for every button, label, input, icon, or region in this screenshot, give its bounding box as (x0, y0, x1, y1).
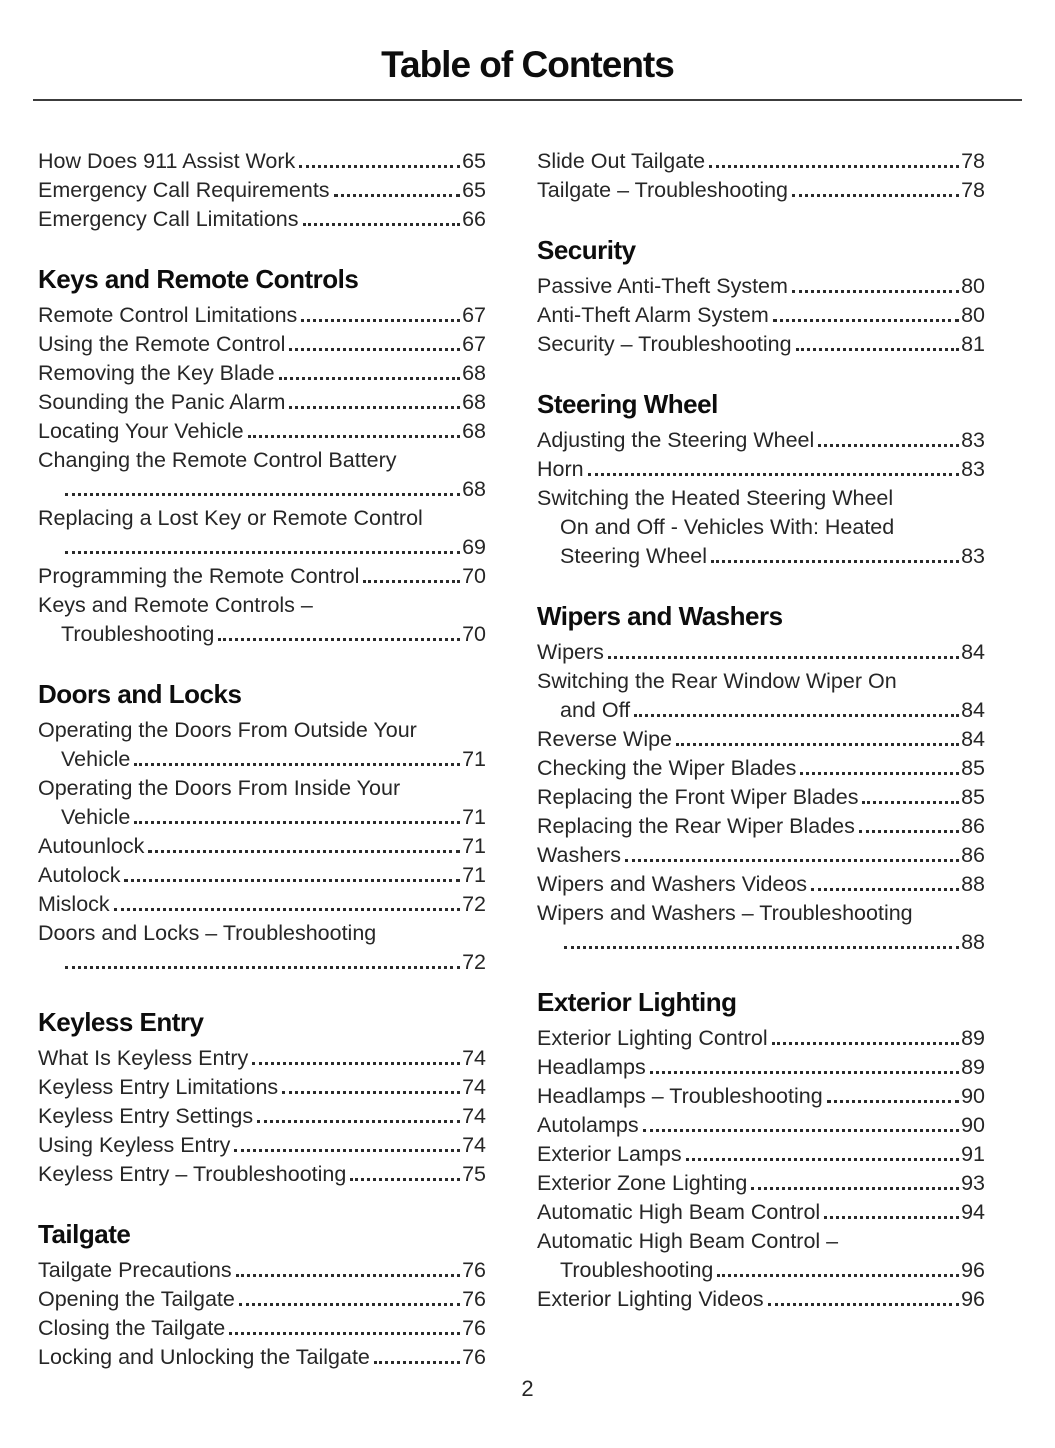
toc-entry-title: Horn (537, 457, 584, 481)
toc-entry-dots (862, 801, 959, 804)
toc-entry-dots (334, 194, 461, 197)
toc-entry-title: Washers (537, 843, 622, 867)
toc-entry-title: Programming the Remote Control (38, 564, 360, 588)
toc-entry-dots (350, 1178, 460, 1181)
toc-entry (38, 861, 486, 890)
toc-entry-page-number: 96 (961, 1287, 985, 1311)
toc-section (38, 1219, 486, 1372)
toc-entry-leader-row (537, 301, 985, 330)
toc-entry (38, 832, 486, 861)
toc-entry-page-number: 90 (961, 1113, 985, 1137)
toc-entry-leader-row (38, 205, 486, 234)
toc-entry (38, 919, 486, 977)
toc-entry-page-number: 90 (961, 1084, 985, 1108)
toc-entry-leader-row (38, 533, 486, 562)
toc-entry (38, 562, 486, 591)
toc-entry-title: Headlamps (537, 1055, 646, 1079)
toc-entry-title: Tailgate Precautions (38, 1258, 232, 1282)
toc-entry-page-number: 81 (961, 332, 985, 356)
toc-entry-leader-row (38, 620, 486, 649)
toc-section (38, 264, 486, 649)
toc-entry-leader-row (537, 542, 985, 571)
toc-entry-text-line: Automatic High Beam Control – (537, 1229, 839, 1253)
toc-entry-dots (796, 348, 960, 351)
section-heading: Keyless Entry (38, 1007, 204, 1037)
toc-entry-text-line: Doors and Locks – Troubleshooting (38, 921, 377, 945)
toc-entry-page-number: 74 (462, 1104, 486, 1128)
toc-entry-page-number: 85 (961, 756, 985, 780)
toc-entry (38, 388, 486, 417)
toc-entry-title: Exterior Lighting Control (537, 1026, 768, 1050)
toc-entry (537, 1169, 985, 1198)
toc-entry (537, 1140, 985, 1169)
toc-entry-leader-row (537, 1198, 985, 1227)
toc-entry-title: Locating Your Vehicle (38, 419, 244, 443)
toc-entry-leader-row (38, 1256, 486, 1285)
toc-entry-leader-row (38, 417, 486, 446)
toc-entry-title: Replacing the Front Wiper Blades (537, 785, 859, 809)
toc-entry (537, 1053, 985, 1082)
toc-entry-page-number: 70 (462, 622, 486, 646)
toc-entry-leader-row (537, 1053, 985, 1082)
toc-entry-page-number: 75 (462, 1162, 486, 1186)
toc-entry-title: Using the Remote Control (38, 332, 286, 356)
toc-entry-page-number: 74 (462, 1133, 486, 1157)
toc-entry-title: Sounding the Panic Alarm (38, 390, 286, 414)
toc-entry-page-number: 71 (462, 863, 486, 887)
toc-entry-dots (717, 1274, 959, 1277)
toc-entry-title: Remote Control Limitations (38, 303, 298, 327)
toc-entry-title: Checking the Wiper Blades (537, 756, 797, 780)
toc-section (38, 679, 486, 977)
toc-entry-page-number: 72 (462, 892, 486, 916)
toc-entry-title: Tailgate – Troubleshooting (537, 178, 789, 202)
toc-entry (38, 301, 486, 330)
toc-entry (537, 484, 985, 571)
toc-entry-leader-row (537, 1256, 985, 1285)
toc-entry (38, 1256, 486, 1285)
toc-entry (537, 725, 985, 754)
toc-section (537, 147, 985, 205)
toc-entry (537, 1198, 985, 1227)
toc-entry-title: Wipers and Washers Videos (537, 872, 808, 896)
toc-entry-leader-row (38, 948, 486, 977)
toc-entry-leader-row (38, 890, 486, 919)
toc-entry-dots (608, 656, 959, 659)
toc-entry-dots (374, 1361, 460, 1364)
toc-entry (38, 147, 486, 176)
toc-entry-title: Exterior Lamps (537, 1142, 682, 1166)
toc-entry (38, 1044, 486, 1073)
toc-entry-text-line: Wipers and Washers – Troubleshooting (537, 901, 913, 925)
toc-entry-page-number: 68 (462, 477, 486, 501)
toc-entry-dots (800, 772, 959, 775)
toc-entry (38, 330, 486, 359)
toc-entry-leader-row (38, 861, 486, 890)
toc-entry-page-number: 84 (961, 640, 985, 664)
toc-entry-title: Emergency Call Requirements (38, 178, 330, 202)
toc-entry-dots (282, 1091, 460, 1094)
toc-entry (537, 812, 985, 841)
toc-entry (537, 147, 985, 176)
toc-entry-text-line: Operating the Doors From Outside Your (38, 718, 417, 742)
toc-entry-title: Removing the Key Blade (38, 361, 275, 385)
toc-entry (537, 1285, 985, 1314)
toc-entry (537, 1111, 985, 1140)
toc-entry-dots (289, 348, 460, 351)
toc-entry-dots (824, 1216, 959, 1219)
toc-section (537, 601, 985, 957)
toc-entry-dots (124, 879, 460, 882)
toc-entry-dots (65, 966, 460, 969)
toc-entry-page-number: 89 (961, 1055, 985, 1079)
section-heading: Exterior Lighting (537, 987, 737, 1017)
toc-entry-dots (218, 638, 460, 641)
toc-entry-title: Vehicle (61, 747, 131, 771)
toc-entry-dots (792, 194, 959, 197)
section-heading: Security (537, 235, 636, 265)
toc-entry-dots (65, 551, 460, 554)
toc-entry-leader-row (537, 1111, 985, 1140)
toc-entry (537, 301, 985, 330)
section-heading: Steering Wheel (537, 389, 718, 419)
toc-entry (537, 783, 985, 812)
toc-entry-page-number: 76 (462, 1345, 486, 1369)
toc-entry-leader-row (38, 562, 486, 591)
toc-entry-page-number: 71 (462, 834, 486, 858)
toc-entry-title: Security – Troubleshooting (537, 332, 792, 356)
toc-entry-page-number: 88 (961, 930, 985, 954)
toc-entry-leader-row (38, 475, 486, 504)
toc-entry-page-number: 88 (961, 872, 985, 896)
toc-entry (38, 1160, 486, 1189)
toc-entry-dots (236, 1274, 460, 1277)
toc-entry-dots (234, 1149, 460, 1152)
toc-entry-leader-row (537, 870, 985, 899)
toc-entry-leader-row (537, 754, 985, 783)
toc-entry (38, 1073, 486, 1102)
toc-entry-dots (257, 1120, 460, 1123)
toc-entry-title: Exterior Zone Lighting (537, 1171, 748, 1195)
toc-entry-title: Slide Out Tailgate (537, 149, 706, 173)
toc-entry-leader-row (537, 696, 985, 725)
toc-entry-title: Headlamps – Troubleshooting (537, 1084, 823, 1108)
toc-entry-page-number: 83 (961, 457, 985, 481)
toc-entry-dots (114, 908, 460, 911)
page-number: 2 (521, 1376, 534, 1401)
toc-entry-dots (827, 1100, 959, 1103)
toc-entry-leader-row (38, 1102, 486, 1131)
toc-entry-dots (634, 714, 959, 717)
toc-entry (38, 446, 486, 504)
toc-entry-page-number: 89 (961, 1026, 985, 1050)
toc-entry-dots (686, 1158, 959, 1161)
toc-entry-dots (299, 165, 460, 168)
toc-entry (38, 1131, 486, 1160)
toc-entry (537, 330, 985, 359)
toc-entry-title: Troubleshooting (61, 622, 215, 646)
toc-entry-title: Autounlock (38, 834, 145, 858)
toc-entry (537, 638, 985, 667)
toc-entry-page-number: 65 (462, 149, 486, 173)
toc-entry-leader-row (537, 176, 985, 205)
toc-entry-leader-row (537, 812, 985, 841)
toc-entry-page-number: 71 (462, 747, 486, 771)
toc-entry-dots (229, 1332, 460, 1335)
toc-entry-title: Locking and Unlocking the Tailgate (38, 1345, 370, 1369)
toc-entry-title: Emergency Call Limitations (38, 207, 299, 231)
toc-entry (537, 1024, 985, 1053)
toc-entry (38, 1285, 486, 1314)
toc-entry-dots (564, 946, 959, 949)
toc-entry-dots (625, 859, 959, 862)
toc-entry-leader-row (38, 147, 486, 176)
toc-entry-leader-row (537, 455, 985, 484)
section-heading: Doors and Locks (38, 679, 242, 709)
toc-entry-dots (289, 406, 460, 409)
toc-entry-leader-row (537, 841, 985, 870)
toc-entry-page-number: 83 (961, 428, 985, 452)
toc-entry-leader-row (537, 1140, 985, 1169)
toc-entry-page-number: 94 (961, 1200, 985, 1224)
toc-entry-leader-row (38, 388, 486, 417)
toc-entry (537, 176, 985, 205)
toc-entry-dots (751, 1187, 959, 1190)
section-heading: Keys and Remote Controls (38, 264, 359, 294)
toc-entry-leader-row (38, 1131, 486, 1160)
toc-entry-page-number: 71 (462, 805, 486, 829)
toc-entry-page-number: 74 (462, 1075, 486, 1099)
toc-entry-page-number: 85 (961, 785, 985, 809)
toc-entry-dots (301, 319, 460, 322)
toc-entry-dots (650, 1071, 959, 1074)
toc-entry-dots (303, 223, 461, 226)
toc-entry-title: Wipers (537, 640, 604, 664)
toc-entry-text-line: Switching the Rear Window Wiper On (537, 669, 897, 693)
toc-column-1 (38, 147, 486, 1372)
toc-entry (537, 1227, 985, 1285)
toc-entry (537, 1082, 985, 1111)
toc-entry-dots (709, 165, 959, 168)
toc-entry-text-line: On and Off - Vehicles With: Heated (560, 515, 895, 539)
toc-entry (38, 205, 486, 234)
toc-entry-page-number: 76 (462, 1287, 486, 1311)
toc-entry (38, 890, 486, 919)
toc-entry (537, 841, 985, 870)
toc-entry (537, 426, 985, 455)
toc-entry-leader-row (537, 1082, 985, 1111)
toc-entry-page-number: 70 (462, 564, 486, 588)
toc-entry-text-line: Keys and Remote Controls – (38, 593, 313, 617)
toc-entry-text-line: Operating the Doors From Inside Your (38, 776, 401, 800)
toc-entry (38, 1314, 486, 1343)
toc-entry-dots (768, 1303, 959, 1306)
toc-entry-leader-row (537, 330, 985, 359)
toc-entry-dots (65, 493, 460, 496)
toc-entry-dots (134, 763, 460, 766)
toc-entry (38, 504, 486, 562)
toc-entry (38, 1102, 486, 1131)
toc-section (38, 1007, 486, 1189)
toc-entry-title: Vehicle (61, 805, 131, 829)
toc-entry-leader-row (38, 803, 486, 832)
page-title: Table of Contents (381, 44, 674, 85)
toc-section (537, 987, 985, 1314)
toc-section (38, 147, 486, 234)
toc-entry-page-number: 93 (961, 1171, 985, 1195)
toc-entry (38, 591, 486, 649)
toc-entry-page-number: 72 (462, 950, 486, 974)
toc-entry (537, 455, 985, 484)
toc-section (537, 389, 985, 571)
toc-entry-leader-row (537, 638, 985, 667)
toc-entry-dots (148, 850, 460, 853)
toc-entry-leader-row (38, 1343, 486, 1372)
toc-entry-title: Closing the Tailgate (38, 1316, 226, 1340)
toc-entry (38, 774, 486, 832)
toc-entry-dots (134, 821, 460, 824)
toc-entry-title: Adjusting the Steering Wheel (537, 428, 815, 452)
toc-entry-dots (252, 1062, 460, 1065)
toc-entry-leader-row (38, 745, 486, 774)
toc-entry (537, 870, 985, 899)
toc-entry-dots (811, 888, 959, 891)
toc-entry-leader-row (38, 176, 486, 205)
toc-entry-page-number: 84 (961, 698, 985, 722)
toc-entry-title: Using Keyless Entry (38, 1133, 231, 1157)
toc-entry (537, 754, 985, 783)
toc-entry-leader-row (38, 1044, 486, 1073)
toc-entry-page-number: 96 (961, 1258, 985, 1282)
toc-entry-page-number: 80 (961, 274, 985, 298)
toc-entry-page-number: 86 (961, 843, 985, 867)
toc-entry-leader-row (537, 1285, 985, 1314)
toc-entry (38, 716, 486, 774)
toc-entry-title: Steering Wheel (560, 544, 707, 568)
toc-entry-leader-row (537, 783, 985, 812)
toc-entry-dots (239, 1303, 460, 1306)
toc-entry-leader-row (38, 330, 486, 359)
toc-entry-title: Automatic High Beam Control (537, 1200, 821, 1224)
toc-entry-page-number: 68 (462, 390, 486, 414)
toc-entry-page-number: 65 (462, 178, 486, 202)
toc-entry-leader-row (537, 426, 985, 455)
toc-entry-title: Autolock (38, 863, 121, 887)
toc-entry-title: How Does 911 Assist Work (38, 149, 296, 173)
toc-column-2 (537, 147, 985, 1372)
toc-entry-dots (711, 560, 959, 563)
toc-entry-page-number: 76 (462, 1258, 486, 1282)
toc-entry-title: Reverse Wipe (537, 727, 673, 751)
toc-entry-leader-row (537, 928, 985, 957)
toc-entry-title: Anti-Theft Alarm System (537, 303, 769, 327)
toc-entry-title: Exterior Lighting Videos (537, 1287, 764, 1311)
toc-entry-page-number: 86 (961, 814, 985, 838)
toc-entry-title: What Is Keyless Entry (38, 1046, 249, 1070)
toc-entry-title: Replacing the Rear Wiper Blades (537, 814, 855, 838)
toc-entry (38, 1343, 486, 1372)
toc-entry-text-line: Replacing a Lost Key or Remote Control (38, 506, 423, 530)
toc-entry-leader-row (537, 1024, 985, 1053)
toc-entry-leader-row (38, 1073, 486, 1102)
toc-entry-page-number: 66 (462, 207, 486, 231)
toc-entry-title: Troubleshooting (560, 1258, 714, 1282)
toc-entry-text-line: Switching the Heated Steering Wheel (537, 486, 894, 510)
toc-entry-leader-row (38, 1160, 486, 1189)
toc-entry-leader-row (537, 1169, 985, 1198)
toc-entry-page-number: 67 (462, 332, 486, 356)
toc-entry-dots (363, 580, 460, 583)
toc-entry-title: Keyless Entry Settings (38, 1104, 254, 1128)
toc-section (537, 235, 985, 359)
toc-columns (0, 101, 1055, 1372)
section-heading: Wipers and Washers (537, 601, 783, 631)
toc-entry-title: and Off (560, 698, 631, 722)
toc-entry (38, 176, 486, 205)
toc-entry-leader-row (537, 147, 985, 176)
toc-entry-page-number: 78 (961, 149, 985, 173)
toc-entry-dots (818, 444, 959, 447)
toc-entry-page-number: 83 (961, 544, 985, 568)
toc-entry-title: Keyless Entry Limitations (38, 1075, 279, 1099)
toc-entry-page-number: 84 (961, 727, 985, 751)
toc-entry (38, 359, 486, 388)
toc-entry (537, 899, 985, 957)
toc-entry-dots (643, 1129, 959, 1132)
toc-entry-dots (792, 290, 959, 293)
toc-entry-leader-row (537, 272, 985, 301)
toc-entry-leader-row (38, 359, 486, 388)
toc-entry-dots (859, 830, 959, 833)
toc-entry-page-number: 74 (462, 1046, 486, 1070)
toc-entry-dots (676, 743, 959, 746)
toc-entry-text-line: Changing the Remote Control Battery (38, 448, 397, 472)
toc-entry-page-number: 69 (462, 535, 486, 559)
toc-entry-dots (588, 473, 959, 476)
toc-entry-page-number: 76 (462, 1316, 486, 1340)
toc-entry-dots (279, 377, 460, 380)
toc-entry-title: Passive Anti-Theft System (537, 274, 788, 298)
toc-entry-page-number: 91 (961, 1142, 985, 1166)
toc-entry (38, 417, 486, 446)
toc-entry-dots (772, 1042, 959, 1045)
toc-entry-title: Opening the Tailgate (38, 1287, 235, 1311)
toc-entry-title: Keyless Entry – Troubleshooting (38, 1162, 347, 1186)
toc-entry-leader-row (38, 301, 486, 330)
toc-entry-page-number: 67 (462, 303, 486, 327)
toc-entry-page-number: 78 (961, 178, 985, 202)
section-heading: Tailgate (38, 1219, 131, 1249)
toc-entry-leader-row (38, 1314, 486, 1343)
toc-entry-leader-row (38, 1285, 486, 1314)
toc-entry-page-number: 80 (961, 303, 985, 327)
toc-entry-page-number: 68 (462, 419, 486, 443)
toc-entry (537, 272, 985, 301)
toc-entry-leader-row (537, 725, 985, 754)
toc-entry-title: Autolamps (537, 1113, 639, 1137)
toc-entry-dots (773, 319, 959, 322)
toc-entry-leader-row (38, 832, 486, 861)
toc-entry-title: Mislock (38, 892, 110, 916)
toc-entry-page-number: 68 (462, 361, 486, 385)
toc-entry-dots (248, 435, 460, 438)
toc-entry (537, 667, 985, 725)
